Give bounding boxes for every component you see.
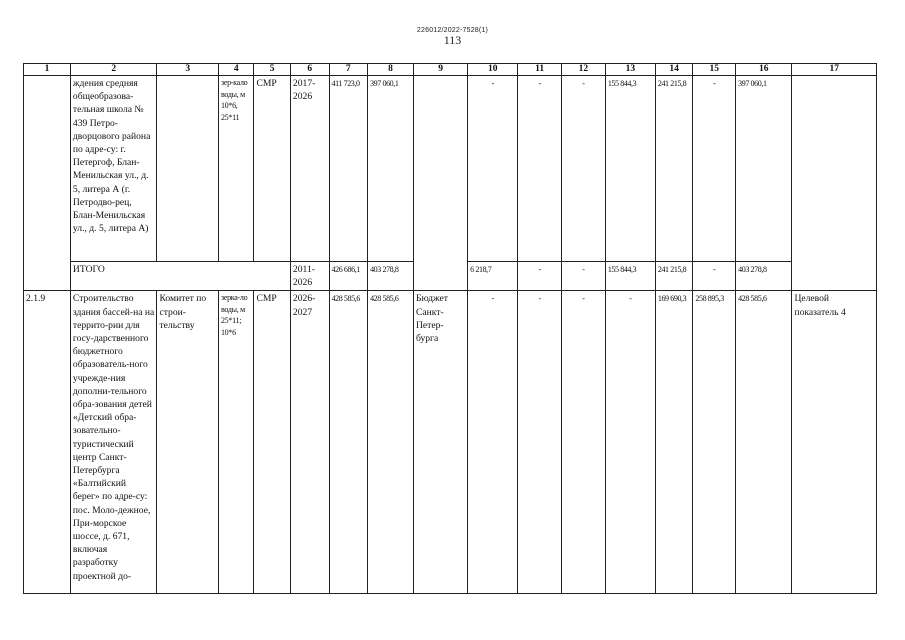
capacity-cell: зер-кало воды, м 10*6, 25*11 bbox=[218, 76, 253, 262]
column-header: 11 bbox=[518, 64, 562, 76]
total-funding-cell: 397 060,1 bbox=[368, 76, 414, 262]
table-row bbox=[24, 291, 877, 594]
period-cell: 2017-2026 bbox=[290, 76, 329, 262]
year-value-cell: - bbox=[562, 291, 606, 594]
row-number-cell: 2.1.9 bbox=[24, 291, 71, 594]
year-value-cell: - bbox=[562, 262, 606, 291]
period-cell: 2011-2026 bbox=[290, 262, 329, 291]
period-total-cell: 428 585,6 bbox=[736, 291, 792, 594]
capacity-cell: зерка-ло воды, м 25*11; 10*6 bbox=[218, 291, 253, 594]
column-header: 4 bbox=[218, 64, 253, 76]
column-header: 15 bbox=[693, 64, 736, 76]
year-value-cell: 155 844,3 bbox=[605, 76, 655, 262]
column-header: 10 bbox=[468, 64, 518, 76]
document-stamp: 226012/2022-7528(1) bbox=[416, 27, 489, 34]
year-value-cell: 241 215,8 bbox=[655, 262, 693, 291]
work-type-cell: СМР bbox=[254, 291, 290, 594]
year-value-cell: - bbox=[605, 291, 655, 594]
period-total-cell: 397 060,1 bbox=[736, 76, 792, 262]
estimated-cost-cell: 428 585,6 bbox=[329, 291, 368, 594]
indicator-cell bbox=[792, 76, 877, 291]
period-total-cell: 403 278,8 bbox=[736, 262, 792, 291]
total-funding-cell: 403 278,8 bbox=[368, 262, 414, 291]
column-header: 5 bbox=[254, 64, 290, 76]
year-value-cell: 241 215,8 bbox=[655, 76, 693, 262]
column-header: 14 bbox=[655, 64, 693, 76]
column-header: 1 bbox=[24, 64, 71, 76]
indicator-cell: Целевой показатель 4 bbox=[792, 291, 877, 594]
work-type-cell: СМР bbox=[254, 76, 290, 262]
program-table bbox=[23, 63, 877, 594]
year-value-cell: 6 218,7 bbox=[468, 262, 518, 291]
executor-cell bbox=[157, 76, 219, 262]
year-value-cell: - bbox=[562, 76, 606, 262]
year-value-cell: 169 690,3 bbox=[655, 291, 693, 594]
column-header: 2 bbox=[70, 64, 157, 76]
column-header: 12 bbox=[562, 64, 606, 76]
year-value-cell: - bbox=[693, 76, 736, 262]
column-header: 3 bbox=[157, 64, 219, 76]
object-description-cell: ждения средняя общеобразова-тельная школа № 439 Петро-дворцового района по адре-су: г. Петергоф, Блан-Менильская ул., д. 5, литера А (г. Петродво-рец, Блан-Менильская ул., д. 5, литера А) bbox=[70, 76, 157, 262]
year-value-cell: - bbox=[468, 291, 518, 594]
year-value-cell: - bbox=[518, 262, 562, 291]
estimated-cost-cell: 411 723,0 bbox=[329, 76, 368, 262]
year-value-cell: - bbox=[518, 76, 562, 262]
column-header: 13 bbox=[605, 64, 655, 76]
object-description-cell: Строительство здания бассей-на на террито-рии для госу-дарственного бюджетного образователь-ного учрежде-ния дополни-тельного обра-зования детей «Детский обра-зовательно-туристический центр Санкт-Петербурга «Балтийский берег» по адре-су: пос. Моло-дежное, При-морское шоссе, д. 671, включая разработку проектной до- bbox=[70, 291, 157, 594]
period-cell: 2026-2027 bbox=[290, 291, 329, 594]
total-label: ИТОГО bbox=[70, 262, 290, 291]
column-header: 8 bbox=[368, 64, 414, 76]
column-header: 9 bbox=[413, 64, 467, 76]
year-value-cell: - bbox=[468, 76, 518, 262]
column-number-row bbox=[24, 64, 877, 76]
column-header: 17 bbox=[792, 64, 877, 76]
funding-source-cell bbox=[413, 76, 467, 291]
year-value-cell: - bbox=[693, 262, 736, 291]
year-value-cell: - bbox=[518, 291, 562, 594]
column-header: 16 bbox=[736, 64, 792, 76]
column-header: 7 bbox=[329, 64, 368, 76]
column-header: 6 bbox=[290, 64, 329, 76]
executor-cell: Комитет по строи-тельству bbox=[157, 291, 219, 594]
row-number-cell bbox=[24, 76, 71, 291]
table-row bbox=[24, 76, 877, 262]
total-funding-cell: 428 585,6 bbox=[368, 291, 414, 594]
funding-source-cell: Бюджет Санкт-Петер-бурга bbox=[413, 291, 467, 594]
page-number: 113 bbox=[443, 33, 462, 47]
estimated-cost-cell: 426 686,1 bbox=[329, 262, 368, 291]
year-value-cell: 155 844,3 bbox=[605, 262, 655, 291]
year-value-cell: 258 895,3 bbox=[693, 291, 736, 594]
